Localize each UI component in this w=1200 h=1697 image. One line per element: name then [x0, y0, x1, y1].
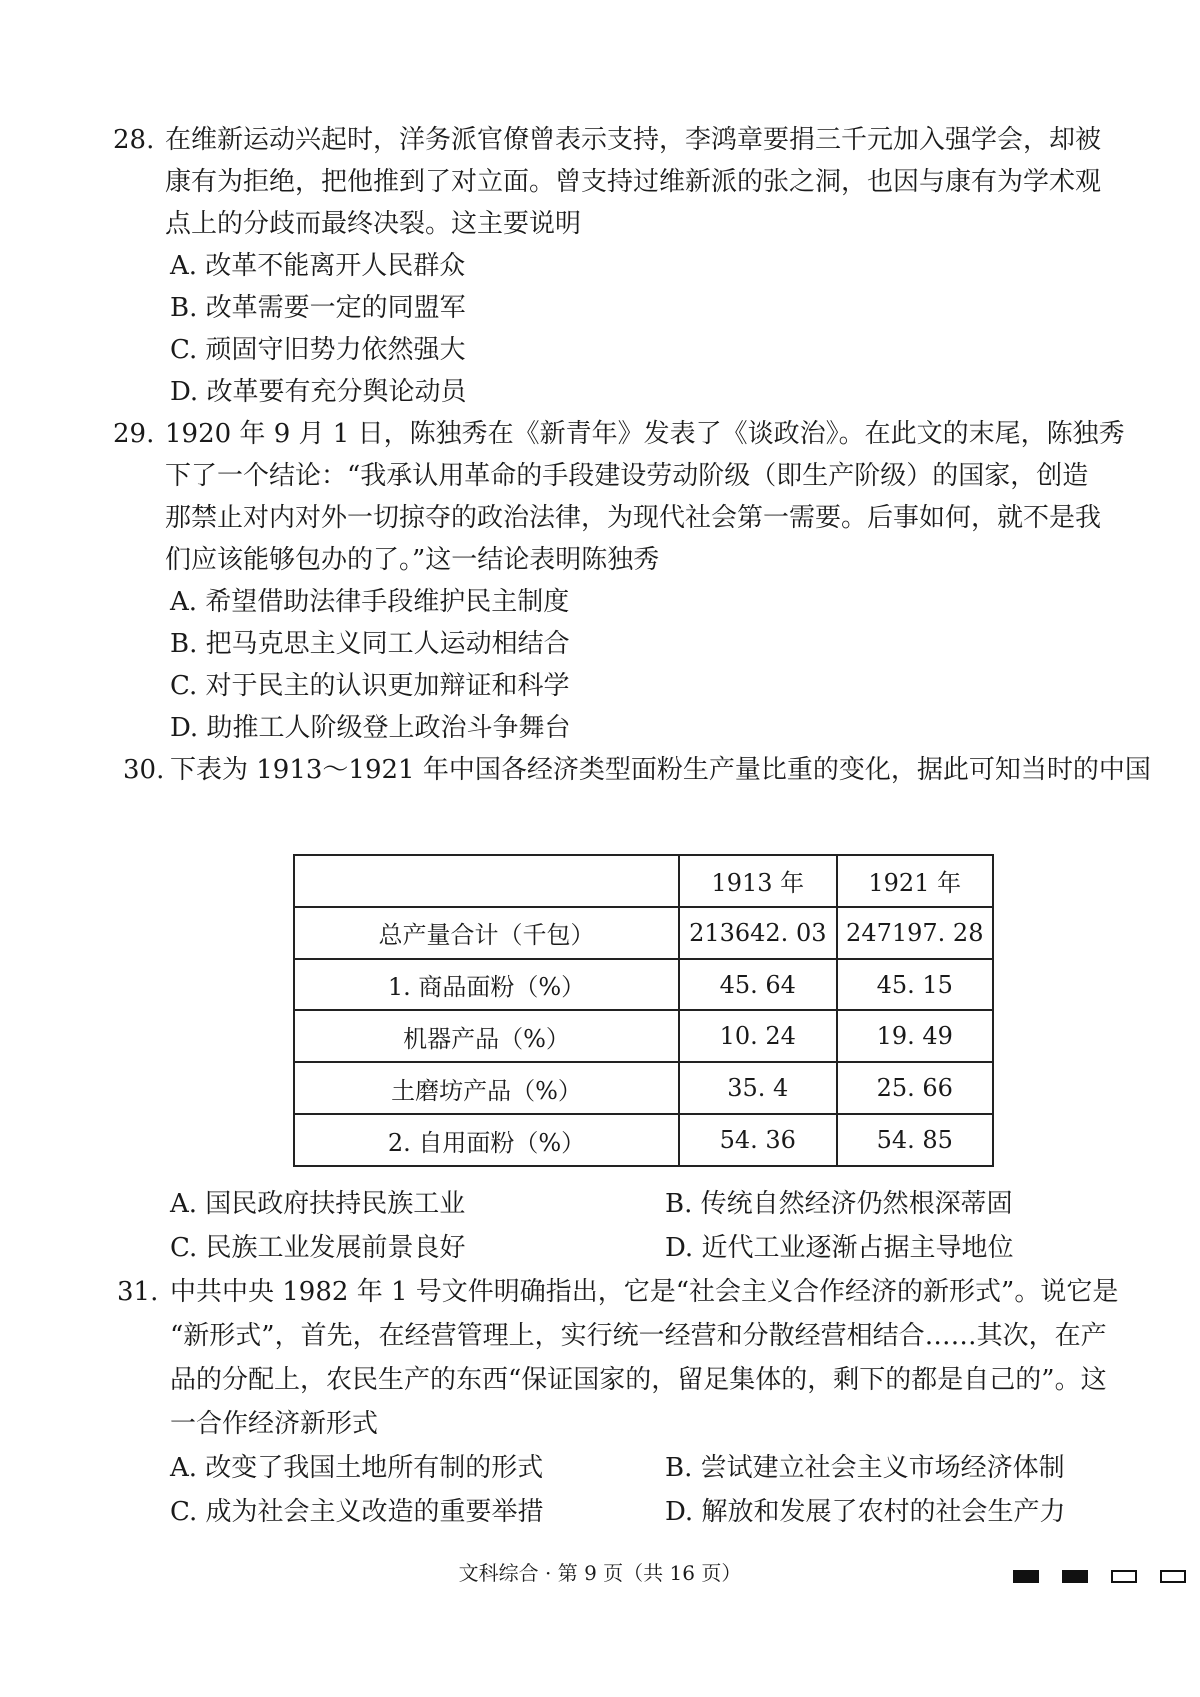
- table-cell: 247197. 28: [837, 907, 993, 959]
- question-text-line: 品的分配上，农民生产的东西“保证国家的，留足集体的，剩下的都是自己的”。这: [170, 1365, 1107, 1395]
- question-text-line: 康有为拒绝，把他推到了对立面。曾支持过维新派的张之洞，也因与康有为学术观: [165, 167, 1102, 197]
- page-marker-empty: [1160, 1570, 1186, 1583]
- option-d: D. 改革要有充分舆论动员: [170, 377, 467, 407]
- option-b: B. 把马克思主义同工人运动相结合: [170, 629, 570, 659]
- option-c: C. 成为社会主义改造的重要举措: [170, 1497, 544, 1527]
- option-a: A. 改革不能离开人民群众: [170, 251, 466, 281]
- table-cell: 19. 49: [837, 1010, 993, 1062]
- table-header-row: [294, 855, 993, 907]
- question-text-line: 点上的分歧而最终决裂。这主要说明: [165, 209, 582, 239]
- table-cell: 45. 15: [837, 959, 993, 1011]
- table-cell: 25. 66: [837, 1062, 993, 1114]
- option-d: D. 助推工人阶级登上政治斗争舞台: [170, 713, 571, 743]
- option-d: D. 解放和发展了农村的社会生产力: [665, 1497, 1066, 1527]
- question-text-line: 下了一个结论：“我承认用革命的手段建设劳动阶级（即生产阶级）的国家，创造: [165, 461, 1089, 491]
- table-header-cell: 1913 年: [679, 855, 836, 907]
- table-cell: 45. 64: [679, 959, 836, 1011]
- table-cell: 10. 24: [679, 1010, 836, 1062]
- question-number: 28.: [113, 125, 155, 155]
- question-number: 30.: [123, 755, 165, 785]
- table-cell: 213642. 03: [679, 907, 836, 959]
- option-a: A. 改变了我国土地所有制的形式: [170, 1453, 544, 1483]
- table-cell: 1. 商品面粉（%）: [294, 959, 679, 1011]
- question-text-line: 1920 年 9 月 1 日，陈独秀在《新青年》发表了《谈政治》。在此文的末尾，陈独秀: [165, 419, 1125, 449]
- table-row: [294, 1114, 993, 1166]
- question-text-line: 下表为 1913～1921 年中国各经济类型面粉生产量比重的变化，据此可知当时的中国: [170, 755, 1151, 785]
- table-cell: 土磨坊产品（%）: [294, 1062, 679, 1114]
- question-number: 31.: [117, 1277, 159, 1307]
- page-marker-filled: [1062, 1570, 1088, 1583]
- table-cell: 54. 36: [679, 1114, 836, 1166]
- table-cell: 机器产品（%）: [294, 1010, 679, 1062]
- table-cell: 54. 85: [837, 1114, 993, 1166]
- page-marker-empty: [1111, 1570, 1137, 1583]
- question-number: 29.: [113, 419, 155, 449]
- flour-production-table: [293, 854, 994, 1167]
- page-footer: 文科综合 · 第 9 页（共 16 页）: [458, 1561, 742, 1585]
- table-row: [294, 959, 993, 1011]
- table-cell: 总产量合计（千包）: [294, 907, 679, 959]
- question-text-line: 中共中央 1982 年 1 号文件明确指出，它是“社会主义合作经济的新形式”。说它是: [170, 1277, 1119, 1307]
- table-header-cell: 1921 年: [837, 855, 993, 907]
- question-text-line: 在维新运动兴起时，洋务派官僚曾表示支持，李鸿章要捐三千元加入强学会，却被: [165, 125, 1102, 155]
- option-a: A. 希望借助法律手段维护民主制度: [170, 587, 570, 617]
- question-text-line: 一合作经济新形式: [170, 1409, 379, 1439]
- question-text-line: 们应该能够包办的了。”这一结论表明陈独秀: [165, 545, 660, 575]
- table-cell: 35. 4: [679, 1062, 836, 1114]
- option-d: D. 近代工业逐渐占据主导地位: [665, 1233, 1014, 1263]
- option-c: C. 对于民主的认识更加辩证和科学: [170, 671, 570, 701]
- table-header-cell: [294, 855, 679, 907]
- option-c: C. 顽固守旧势力依然强大: [170, 335, 466, 365]
- option-a: A. 国民政府扶持民族工业: [170, 1189, 466, 1219]
- option-b: B. 改革需要一定的同盟军: [170, 293, 466, 323]
- option-c: C. 民族工业发展前景良好: [170, 1233, 466, 1263]
- option-b: B. 传统自然经济仍然根深蒂固: [665, 1189, 1013, 1219]
- table-row: [294, 1062, 993, 1114]
- page-marker-filled: [1013, 1570, 1039, 1583]
- question-text-line: “新形式”，首先，在经营管理上，实行统一经营和分散经营相结合……其次，在产: [170, 1321, 1107, 1351]
- table-row: [294, 1010, 993, 1062]
- question-text-line: 那禁止对内对外一切掠夺的政治法律，为现代社会第一需要。后事如何，就不是我: [165, 503, 1102, 533]
- table-cell: 2. 自用面粉（%）: [294, 1114, 679, 1166]
- option-b: B. 尝试建立社会主义市场经济体制: [665, 1453, 1065, 1483]
- table-row: [294, 907, 993, 959]
